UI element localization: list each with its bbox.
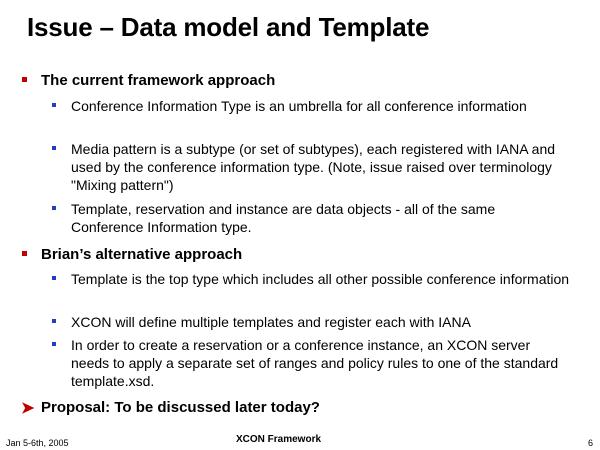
list-item-text: Template is the top type which includes all other possible conference information	[71, 271, 570, 287]
proposal-text: Proposal: To be discussed later today?	[41, 399, 320, 416]
arrow-bullet-icon: ➤	[21, 400, 35, 417]
section-heading-label: The current framework approach	[41, 72, 276, 89]
square-bullet-icon	[52, 276, 56, 280]
list-item-text: Conference Information Type is an umbrella for all conference information	[71, 98, 527, 114]
section-heading-label: Brian’s alternative approach	[41, 246, 243, 263]
footer-date: Jan 5-6th, 2005	[6, 438, 69, 448]
list-item	[52, 270, 572, 306]
list-item-text: Media pattern is a subtype (or set of subtypes), each registered with IANA and used by the conference information type. (Note, issue raised over terminology "Mixing pattern")	[71, 141, 556, 193]
square-bullet-icon	[52, 146, 56, 150]
list-item	[52, 97, 572, 133]
square-bullet-icon	[22, 77, 27, 82]
page-number: 6	[588, 438, 594, 448]
square-bullet-icon	[22, 251, 27, 256]
square-bullet-icon	[52, 103, 56, 107]
slide-title: Issue – Data model and Template	[27, 12, 430, 42]
footer-title: XCON Framework	[236, 434, 322, 445]
list-item-text: XCON will define multiple templates and register each with IANA	[71, 314, 471, 330]
list-item-text: In order to create a reservation or a conference instance, an XCON server needs to apply a separate set of ranges and policy rules to one of the standard template.xsd.	[71, 337, 559, 389]
list-item	[52, 336, 572, 390]
square-bullet-icon	[52, 206, 56, 210]
list-item-text: Template, reservation and instance are data objects - all of the same Conference Information type.	[71, 201, 496, 235]
list-item	[52, 200, 572, 236]
square-bullet-icon	[52, 319, 56, 323]
list-item	[52, 313, 572, 331]
list-item	[52, 140, 572, 194]
square-bullet-icon	[52, 342, 56, 346]
